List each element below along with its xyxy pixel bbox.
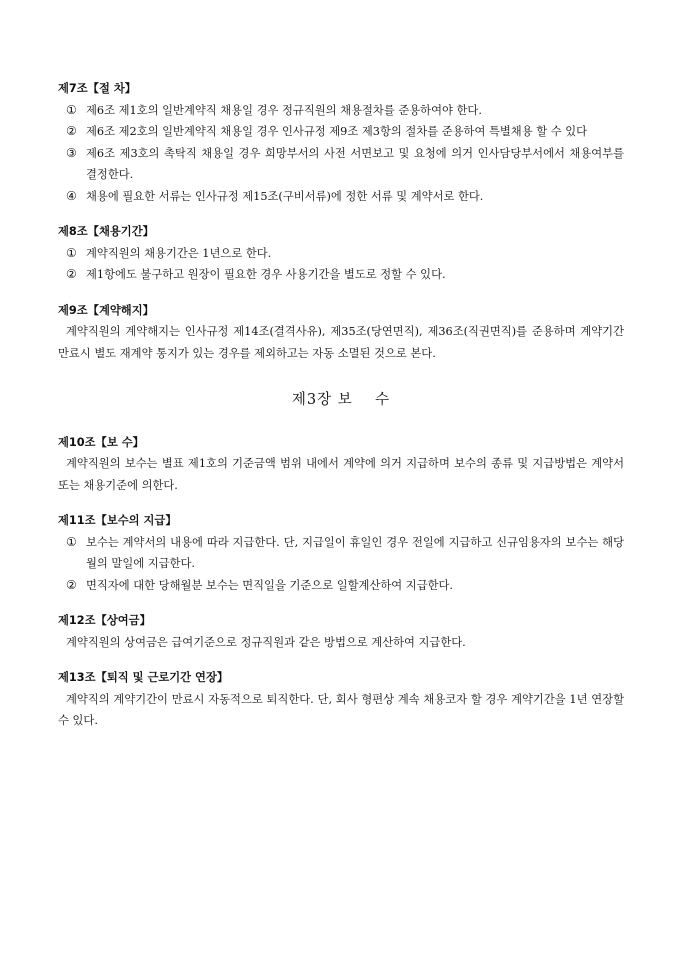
article-9 — [58, 300, 624, 365]
article-11 — [58, 510, 624, 596]
article-title: 제11조【보수의 지급】 — [58, 514, 177, 527]
list-item — [66, 143, 624, 186]
item-text: 보수는 계약서의 내용에 따라 지급한다. 단, 지급일이 휴일인 경우 전일에 지급하고 신규임용자의 보수는 해당월의 말일에 지급한다. — [86, 535, 624, 570]
article-12 — [58, 610, 624, 653]
item-number: ① — [66, 102, 77, 117]
item-text: 제6조 제2호의 일반계약직 채용일 경우 인사규정 제9조 제3항의 절차를 준용하여 특별채용 할 수 있다 — [86, 125, 588, 138]
document-page — [58, 78, 624, 746]
item-number: ④ — [66, 188, 77, 203]
article-paragraph: 계약직원의 상여금은 급여기준으로 정규직원과 같은 방법으로 계산하여 지급한다. — [66, 635, 466, 649]
list-item — [66, 575, 624, 597]
item-number: ② — [66, 577, 77, 592]
article-paragraph: 계약직원의 보수는 별표 제1호의 기준금액 범위 내에서 계약에 의거 지급하며 보수의 종류 및 지급방법은 계약서 또는 채용기준에 의한다. — [58, 457, 624, 492]
article-title: 제7조【절 차】 — [58, 82, 137, 95]
item-text: 제6조 제1호의 일반계약직 채용일 경우 정규직원의 채용절차를 준용하여야 한다. — [86, 103, 482, 117]
article-title: 제13조【퇴직 및 근로기간 연장】 — [58, 671, 229, 684]
list-item — [66, 264, 624, 286]
list-item — [66, 532, 624, 575]
item-text: 계약직원의 채용기간은 1년으로 한다. — [86, 246, 272, 260]
article-10 — [58, 432, 624, 497]
list-item — [66, 100, 624, 122]
item-text: 제1항에도 불구하고 원장이 필요한 경우 사용기간을 별도로 정할 수 있다. — [86, 268, 446, 281]
article-title: 제12조【상여금】 — [58, 614, 151, 627]
list-item — [66, 186, 624, 208]
item-number: ① — [66, 245, 77, 260]
item-text: 면직자에 대한 당해월분 보수는 면직일을 기준으로 일할계산하여 지급한다. — [86, 578, 454, 592]
item-number: ② — [66, 124, 77, 138]
article-title: 제9조【계약해지】 — [58, 303, 154, 317]
article-8 — [58, 221, 624, 286]
article-title: 제10조【보 수】 — [58, 435, 144, 449]
item-number: ② — [66, 267, 77, 281]
item-number: ① — [66, 534, 77, 549]
chapter-heading — [58, 390, 624, 412]
chapter-title: 제3장 보 수 — [291, 392, 391, 408]
article-paragraph: 계약직원의 계약해지는 인사규정 제14조(결격사유), 제35조(당연면직), 제36조(직권면직)를 준용하며 계약기간 만료시 별도 재계약 통지가 있는 경우를 제외하고는 자동 소멸된 것으로 본다. — [58, 325, 624, 360]
article-title: 제8조【채용기간】 — [58, 225, 154, 238]
article-13 — [58, 667, 624, 732]
item-text: 채용에 필요한 서류는 인사규정 제15조(구비서류)에 정한 서류 및 계약서로 한다. — [86, 189, 484, 203]
list-item — [66, 243, 624, 265]
list-item — [66, 121, 624, 143]
item-text: 제6조 제3호의 촉탁직 채용일 경우 희망부서의 사전 서면보고 및 요청에 의거 인사담당부서에서 채용여부를 결정한다. — [86, 146, 624, 181]
item-number: ③ — [66, 145, 77, 160]
article-paragraph: 계약직의 계약기간이 만료시 자동적으로 퇴직한다. 단, 회사 형편상 계속 채용코자 할 경우 계약기간을 1년 연장할 수 있다. — [58, 692, 624, 727]
article-7 — [58, 78, 624, 207]
